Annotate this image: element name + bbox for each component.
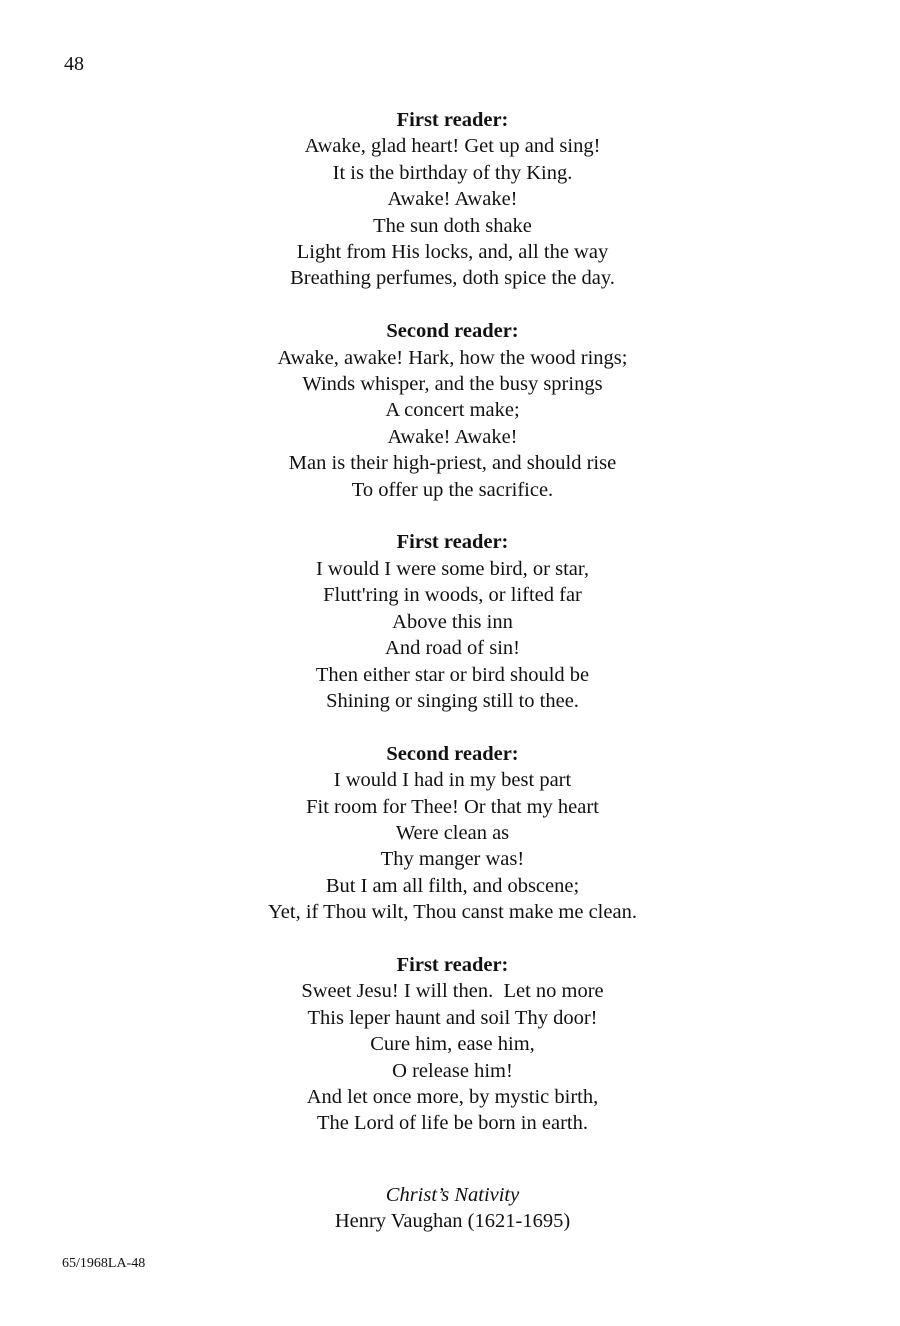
poem-line: Shining or singing still to thee. [326, 689, 579, 712]
reader-heading: Second reader: [386, 320, 519, 343]
stanza [0, 107, 900, 292]
poem [0, 107, 900, 1163]
poem-line: Awake! Awake! [387, 425, 518, 448]
poem-line: Man is their high-priest, and should rise [288, 452, 617, 475]
poem-line: The sun doth shake [373, 214, 532, 237]
poem-line: The Lord of life be born in earth. [317, 1112, 588, 1135]
poem-line: It is the birthday of thy King. [332, 161, 573, 184]
poem-line: To offer up the sacrifice. [351, 478, 554, 501]
author-name: Henry Vaughan (1621-1695) [334, 1210, 571, 1233]
stanza [0, 318, 900, 503]
reader-heading: First reader: [396, 953, 509, 976]
poem-line: Winds whisper, and the busy springs [302, 373, 603, 396]
poem-line: Cure him, ease him, [370, 1033, 535, 1056]
poem-line: This leper haunt and soil Thy door! [307, 1006, 598, 1029]
poem-line: Light from His locks, and, all the way [296, 241, 609, 264]
poem-line: O release him! [392, 1059, 513, 1082]
work-title: Christ’s Nativity [385, 1184, 520, 1206]
poem-line: A concert make; [385, 399, 520, 422]
poem-line: And let once more, by mystic birth, [306, 1085, 599, 1108]
footer-code: 65/1968LA-48 [62, 1256, 146, 1271]
page-number: 48 [64, 53, 84, 75]
poem-line: Then either star or bird should be [315, 663, 590, 686]
poem-line: And road of sin! [385, 637, 520, 660]
poem-line: Awake! Awake! [387, 188, 518, 211]
reader-heading: First reader: [396, 109, 509, 131]
poem-line: Breathing perfumes, doth spice the day. [290, 267, 615, 290]
poem-line: Yet, if Thou wilt, Thou canst make me clean. [268, 901, 637, 924]
reader-heading: First reader: [396, 531, 509, 554]
poem-line: Flutt'ring in woods, or lifted far [323, 584, 582, 607]
attribution [0, 1182, 900, 1235]
poem-line: Sweet Jesu! I will then. Let no more [301, 980, 604, 1003]
poem-line: Awake, glad heart! Get up and sing! [304, 135, 601, 158]
poem-line: But I am all filth, and obscene; [325, 874, 580, 897]
poem-line: Awake, awake! Hark, how the wood rings; [277, 346, 628, 369]
poem-line: Thy manger was! [380, 848, 525, 871]
stanza [0, 741, 900, 926]
reader-heading: Second reader: [386, 742, 519, 765]
poem-line: Above this inn [392, 610, 513, 633]
stanza [0, 952, 900, 1137]
poem-line: I would I were some bird, or star, [315, 557, 589, 580]
poem-line: Fit room for Thee! Or that my heart [306, 795, 599, 818]
stanza [0, 529, 900, 714]
poem-line: I would I had in my best part [333, 769, 572, 792]
poem-line: Were clean as [395, 821, 510, 844]
